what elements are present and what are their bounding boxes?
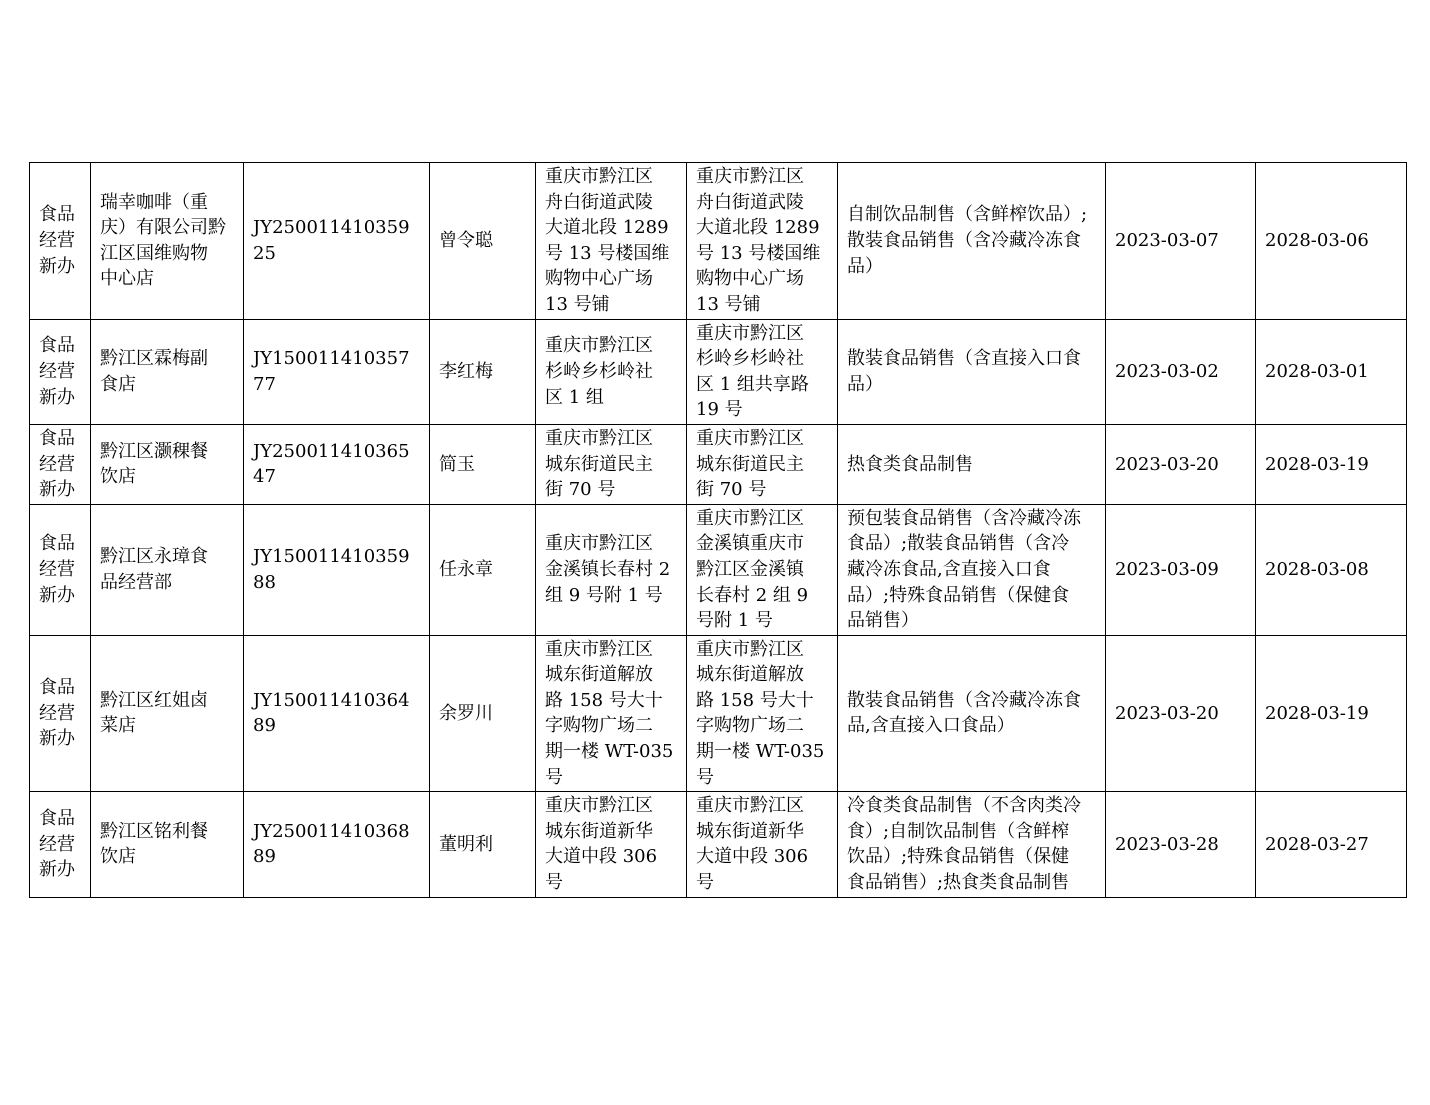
residence-address-cell bbox=[536, 504, 687, 635]
business-name-cell bbox=[91, 163, 244, 320]
person-text: 董明利 bbox=[439, 833, 493, 855]
table-body bbox=[30, 163, 1407, 898]
person-text: 李红梅 bbox=[439, 360, 493, 382]
address2-text: 重庆市黔江区 杉岭乡杉岭社 区 1 组共享路 19 号 bbox=[696, 322, 809, 421]
type-text: 食品 经营 新办 bbox=[39, 533, 75, 606]
issue-date-cell bbox=[1106, 635, 1256, 792]
legal-person-cell bbox=[430, 635, 536, 792]
person-text: 曾令聪 bbox=[439, 229, 493, 251]
type-text: 食品 经营 新办 bbox=[39, 427, 75, 501]
expiry-date-cell bbox=[1256, 424, 1407, 504]
name-text: 黔江区永璋食 品经营部 bbox=[100, 546, 208, 593]
address1-text: 重庆市黔江区 城东街道解放 路 158 号大十 字购物广场二 期一楼 WT-035 号 bbox=[545, 638, 674, 788]
address2-text: 重庆市黔江区 城东街道新华 大道中段 306 号 bbox=[696, 795, 809, 894]
person-text: 简玉 bbox=[439, 453, 475, 475]
issue-date-text: 2023-03-02 bbox=[1115, 360, 1219, 382]
legal-person-cell bbox=[430, 424, 536, 504]
type-text: 食品 经营 新办 bbox=[39, 204, 75, 277]
operation-type-cell bbox=[30, 504, 91, 635]
legal-person-cell bbox=[430, 504, 536, 635]
legal-person-cell bbox=[430, 319, 536, 424]
address2-text: 重庆市黔江区 城东街道民主 街 70 号 bbox=[696, 427, 804, 501]
business-name-cell bbox=[91, 792, 244, 897]
business-address-cell bbox=[687, 163, 838, 320]
license-number-cell bbox=[244, 163, 430, 320]
type-text: 食品 经营 新办 bbox=[39, 335, 75, 408]
scope-text: 自制饮品制售（含鲜榨饮品）; 散装食品销售（含冷藏冷冻食 品） bbox=[847, 204, 1088, 277]
business-name-cell bbox=[91, 424, 244, 504]
person-text: 任永章 bbox=[439, 558, 493, 580]
legal-person-cell bbox=[430, 792, 536, 897]
business-address-cell bbox=[687, 504, 838, 635]
table-row bbox=[30, 635, 1407, 792]
type-text: 食品 经营 新办 bbox=[39, 677, 75, 750]
expiry-date-cell bbox=[1256, 319, 1407, 424]
license-number-cell bbox=[244, 792, 430, 897]
license-number-cell bbox=[244, 504, 430, 635]
license-records-table bbox=[29, 162, 1407, 898]
business-scope-cell bbox=[838, 504, 1106, 635]
address2-text: 重庆市黔江区 城东街道解放 路 158 号大十 字购物广场二 期一楼 WT-035 号 bbox=[696, 638, 825, 788]
address2-text: 重庆市黔江区 舟白街道武陵 大道北段 1289 号 13 号楼国维 购物中心广场 13 号铺 bbox=[696, 166, 821, 315]
address1-text: 重庆市黔江区 城东街道新华 大道中段 306 号 bbox=[545, 795, 658, 894]
type-text: 食品 经营 新办 bbox=[39, 808, 75, 881]
license-text: JY15001141035777 bbox=[253, 348, 410, 395]
expiry-date-cell bbox=[1256, 163, 1407, 320]
license-number-cell bbox=[244, 319, 430, 424]
scope-text: 冷食类食品制售（不含肉类冷 食）;自制饮品制售（含鲜榨 饮品）;特殊食品销售（保健 食品销售）;热食类食品制售 bbox=[847, 795, 1081, 894]
operation-type-cell bbox=[30, 319, 91, 424]
address2-text: 重庆市黔江区 金溪镇重庆市 黔江区金溪镇 长春村 2 组 9 号附 1 号 bbox=[696, 507, 809, 632]
business-name-cell bbox=[91, 319, 244, 424]
business-name-cell bbox=[91, 635, 244, 792]
business-scope-cell bbox=[838, 424, 1106, 504]
expiry-date-text: 2028-03-01 bbox=[1265, 360, 1369, 382]
expiry-date-cell bbox=[1256, 635, 1407, 792]
residence-address-cell bbox=[536, 424, 687, 504]
issue-date-text: 2023-03-20 bbox=[1115, 453, 1219, 475]
residence-address-cell bbox=[536, 635, 687, 792]
scope-text: 热食类食品制售 bbox=[847, 453, 973, 475]
issue-date-text: 2023-03-20 bbox=[1115, 702, 1219, 724]
license-text: JY25001141036889 bbox=[253, 820, 410, 868]
issue-date-text: 2023-03-07 bbox=[1115, 229, 1219, 251]
operation-type-cell bbox=[30, 163, 91, 320]
name-text: 黔江区灏稞餐 饮店 bbox=[100, 440, 208, 488]
expiry-date-cell bbox=[1256, 504, 1407, 635]
expiry-date-text: 2028-03-06 bbox=[1265, 229, 1369, 251]
issue-date-cell bbox=[1106, 163, 1256, 320]
license-number-cell bbox=[244, 635, 430, 792]
operation-type-cell bbox=[30, 635, 91, 792]
table-row bbox=[30, 504, 1407, 635]
legal-person-cell bbox=[430, 163, 536, 320]
operation-type-cell bbox=[30, 792, 91, 897]
issue-date-cell bbox=[1106, 319, 1256, 424]
business-scope-cell bbox=[838, 163, 1106, 320]
license-text: JY25001141036547 bbox=[253, 440, 410, 488]
table-row bbox=[30, 792, 1407, 897]
business-name-cell bbox=[91, 504, 244, 635]
table-row bbox=[30, 163, 1407, 320]
business-address-cell bbox=[687, 424, 838, 504]
issue-date-cell bbox=[1106, 792, 1256, 897]
person-text: 余罗川 bbox=[439, 702, 493, 724]
license-text: JY15001141035988 bbox=[253, 546, 410, 593]
business-scope-cell bbox=[838, 635, 1106, 792]
table-row bbox=[30, 424, 1407, 504]
name-text: 黔江区铭利餐 饮店 bbox=[100, 820, 208, 868]
expiry-date-text: 2028-03-19 bbox=[1265, 453, 1369, 475]
address1-text: 重庆市黔江区 城东街道民主 街 70 号 bbox=[545, 427, 653, 501]
residence-address-cell bbox=[536, 163, 687, 320]
issue-date-cell bbox=[1106, 424, 1256, 504]
issue-date-text: 2023-03-09 bbox=[1115, 558, 1219, 580]
issue-date-text: 2023-03-28 bbox=[1115, 833, 1219, 855]
license-text: JY15001141036489 bbox=[253, 689, 410, 737]
expiry-date-cell bbox=[1256, 792, 1407, 897]
license-text: JY25001141035925 bbox=[253, 217, 410, 264]
name-text: 黔江区红姐卤 菜店 bbox=[100, 689, 208, 737]
business-scope-cell bbox=[838, 319, 1106, 424]
license-number-cell bbox=[244, 424, 430, 504]
scope-text: 预包装食品销售（含冷藏冷冻 食品）;散装食品销售（含冷 藏冷冻食品,含直接入口食 品）;特殊食品销售（保健食 品销售） bbox=[847, 507, 1081, 632]
address1-text: 重庆市黔江区 金溪镇长春村 2 组 9 号附 1 号 bbox=[545, 533, 671, 606]
scope-text: 散装食品销售（含直接入口食 品） bbox=[847, 348, 1081, 395]
operation-type-cell bbox=[30, 424, 91, 504]
expiry-date-text: 2028-03-08 bbox=[1265, 558, 1369, 580]
business-address-cell bbox=[687, 319, 838, 424]
address1-text: 重庆市黔江区 舟白街道武陵 大道北段 1289 号 13 号楼国维 购物中心广场 13 号铺 bbox=[545, 166, 670, 315]
expiry-date-text: 2028-03-27 bbox=[1265, 833, 1369, 855]
table-row bbox=[30, 319, 1407, 424]
residence-address-cell bbox=[536, 792, 687, 897]
business-address-cell bbox=[687, 635, 838, 792]
name-text: 瑞幸咖啡（重 庆）有限公司黔 江区国维购物 中心店 bbox=[100, 191, 226, 290]
name-text: 黔江区霖梅副 食店 bbox=[100, 348, 208, 395]
business-address-cell bbox=[687, 792, 838, 897]
business-scope-cell bbox=[838, 792, 1106, 897]
scope-text: 散装食品销售（含冷藏冷冻食 品,含直接入口食品） bbox=[847, 689, 1081, 737]
address1-text: 重庆市黔江区 杉岭乡杉岭社 区 1 组 bbox=[545, 335, 653, 408]
issue-date-cell bbox=[1106, 504, 1256, 635]
residence-address-cell bbox=[536, 319, 687, 424]
expiry-date-text: 2028-03-19 bbox=[1265, 702, 1369, 724]
